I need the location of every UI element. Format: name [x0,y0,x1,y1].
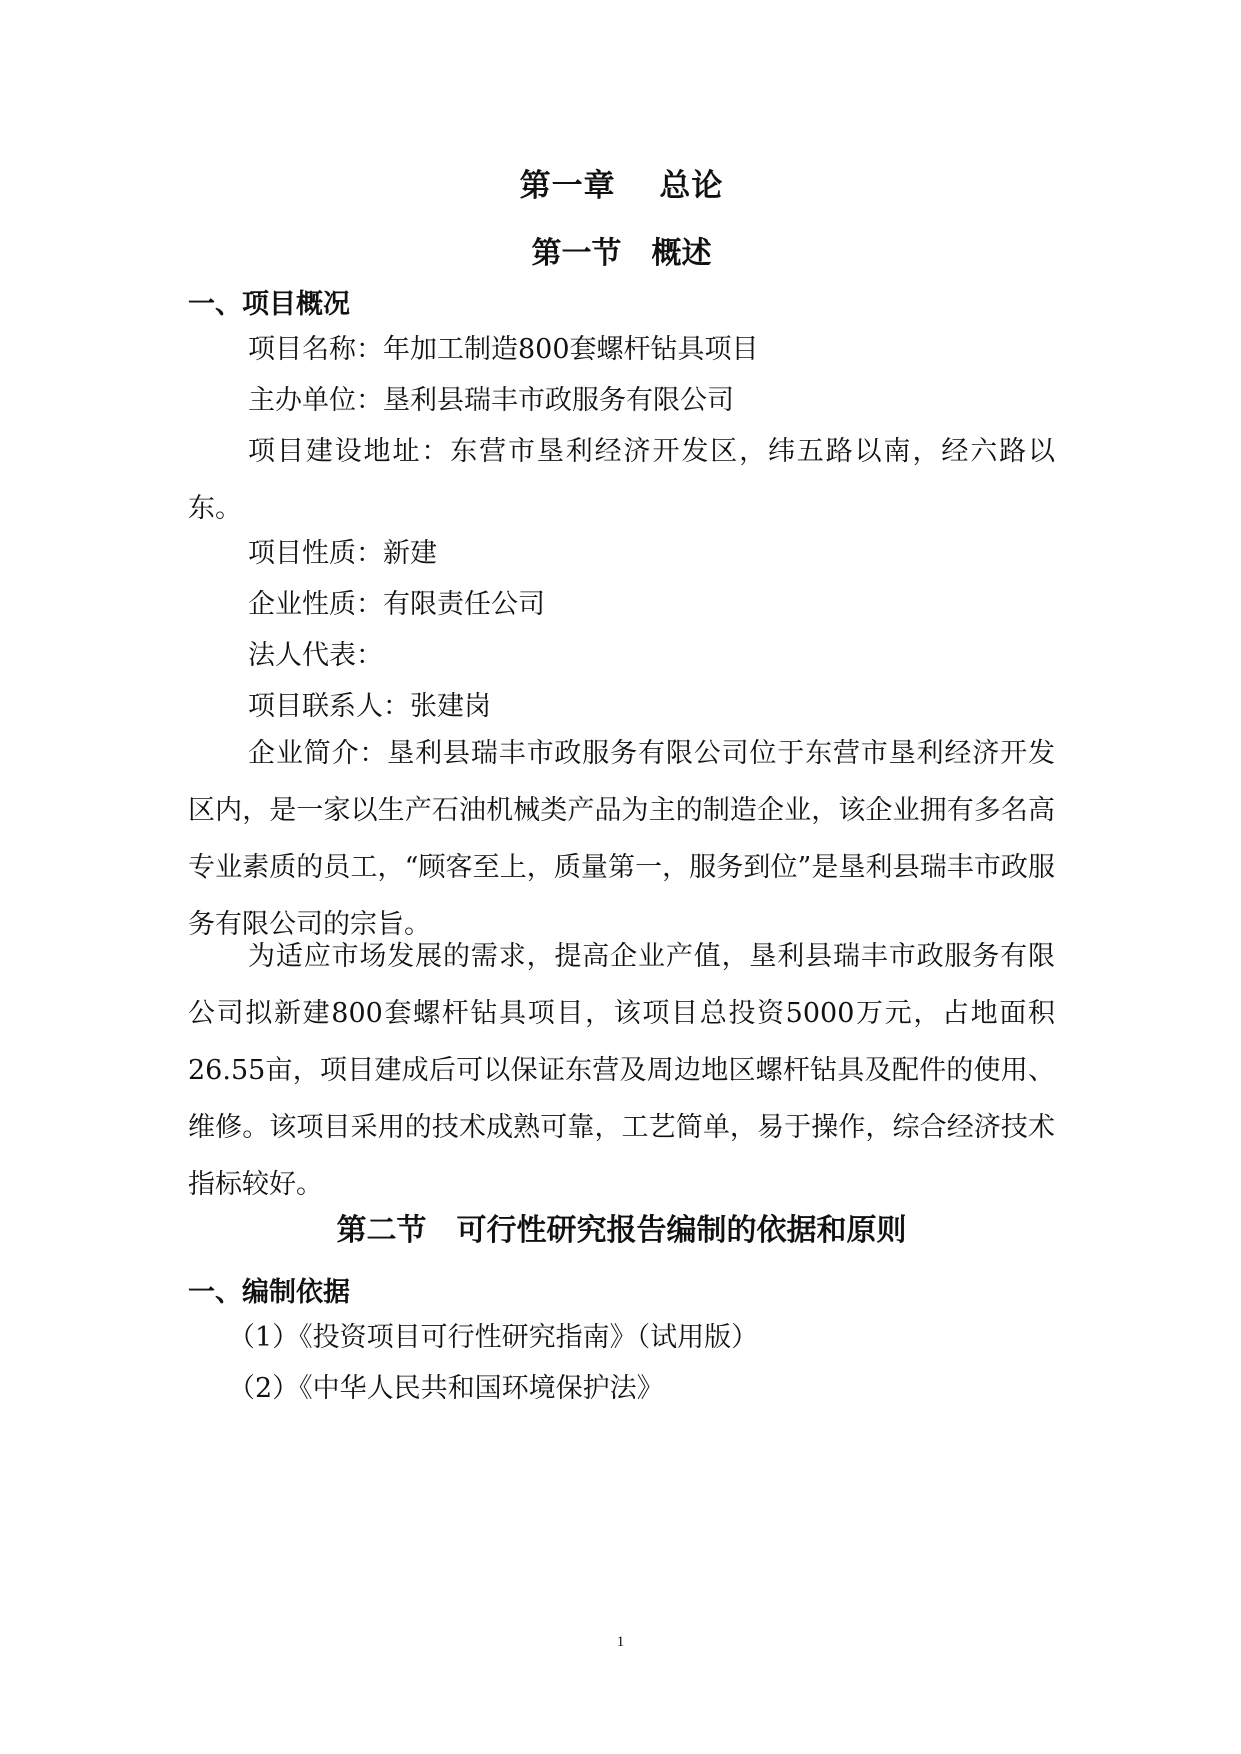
section-title-basis-principles: 第二节 可行性研究报告编制的依据和原则 [336,1213,907,1248]
paragraph-company-profile: 企业简介：垦利县瑞丰市政服务有限公司位于东营市垦利经济开发区内，是一家以生产石油机械类产品为主的制造企业，该企业拥有多名高专业素质的员工，“顾客至上，质量第一，服务到位”是垦利县瑞丰市政服务有限公司的宗旨。 [188,738,1055,940]
field-site-address: 项目建设地址：东营市垦利经济开发区，纬五路以南，经六路以东。 [188,436,1055,524]
paragraph-project-background: 为适应市场发展的需求，提高企业产值，垦利县瑞丰市政服务有限公司拟新建800套螺杆钻具项目，该项目总投资5000万元，占地面积26.55亩，项目建成后可以保证东营及周边地区螺杆钻具及配件的使用、维修。该项目采用的技术成熟可靠，工艺简单，易于操作，综合经济技术指标较好。 [188,941,1055,1200]
page-number: 1 [616,1634,625,1650]
reference-item: （1）《投资项目可行性研究指南》（试用版） [228,1322,759,1353]
chapter-title: 第一章 总论 [519,168,724,204]
field-contact-person: 项目联系人：张建岗 [248,691,491,722]
field-project-nature: 项目性质：新建 [248,538,437,569]
subsection-heading-basis: 一、编制依据 [188,1277,350,1308]
field-sponsor: 主办单位：垦利县瑞丰市政服务有限公司 [248,385,734,416]
field-company-nature: 企业性质：有限责任公司 [248,589,545,620]
field-legal-representative: 法人代表： [248,640,383,671]
reference-item: （2）《中华人民共和国环境保护法》 [228,1373,664,1404]
field-project-name: 项目名称：年加工制造800套螺杆钻具项目 [248,334,759,365]
subsection-heading-project-overview: 一、项目概况 [188,289,350,320]
section-title-overview: 第一节 概述 [531,236,712,271]
